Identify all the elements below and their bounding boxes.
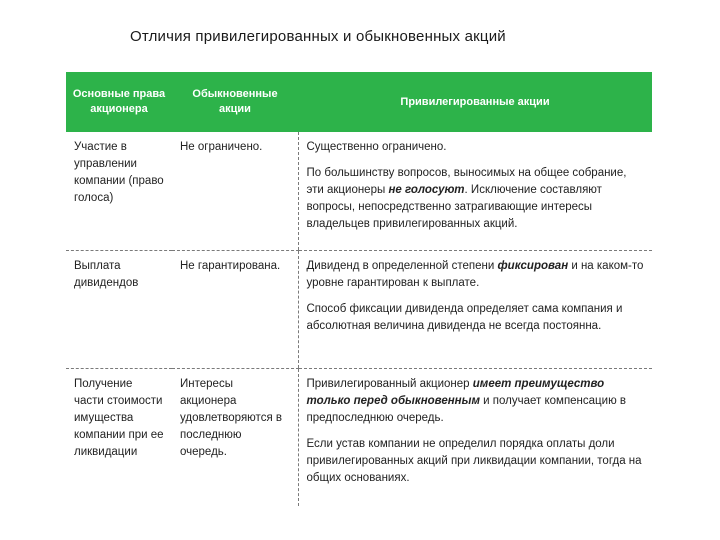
cell-preferred <box>298 368 652 506</box>
cell-paragraph: Существенно ограничено. <box>306 141 447 153</box>
emphasis-text: имеет преимущество только перед обыкновенным <box>306 377 605 407</box>
emphasis-text: фиксирован <box>497 259 569 272</box>
cell-common: Интересы акционера удовлетворяются в последнюю очередь. <box>180 377 282 458</box>
cell-right: Выплата дивидендов <box>66 250 172 368</box>
emphasis-text: не голосуют <box>388 184 465 196</box>
header-preferred-shares: Привилегированные акции <box>298 72 652 132</box>
table-row <box>66 368 652 506</box>
header-common-shares: Обыкновенные акции <box>172 72 298 132</box>
cell-paragraph: По большинству вопросов, выносимых на общее собрание, эти акционеры не голосуют. Исключение составляют вопросы, непосредственно затрагивающие интересы владельцев привилегированных акций. <box>306 167 627 230</box>
cell-preferred <box>298 250 652 368</box>
table-row <box>66 250 652 368</box>
table-row <box>66 132 652 250</box>
cell-paragraph: Способ фиксации дивиденда определяет сама компания и абсолютная величина дивиденда не всегда постоянна. <box>306 302 623 332</box>
header-shareholder-rights: Основные права акционера <box>66 72 172 132</box>
cell-preferred <box>298 132 652 250</box>
cell-common: Не ограничено. <box>172 132 298 250</box>
cell-paragraph: Если устав компании не определил порядка оплаты доли привилегированных акций при ликвидации компании, тогда на общих основаниях. <box>306 437 642 484</box>
cell-paragraph: Привилегированный акционер имеет преимущество только перед обыкновенным и получает компенсацию в предпоследнюю очередь. <box>306 377 626 424</box>
page-title: Отличия привилегированных и обыкновенных акций <box>130 28 506 45</box>
table-header-row <box>66 72 652 132</box>
comparison-table <box>66 72 652 506</box>
cell-paragraph: Дивиденд в определенной степени фиксирован и на каком-то уровне гарантирован к выплате. <box>306 259 644 289</box>
cell-right: Получение части стоимости имущества компании при ее ликвидации <box>74 377 164 458</box>
cell-right: Участие в управлении компании (право голоса) <box>66 132 172 250</box>
cell-common: Не гарантирована. <box>172 250 298 368</box>
comparison-table-container <box>66 72 652 506</box>
